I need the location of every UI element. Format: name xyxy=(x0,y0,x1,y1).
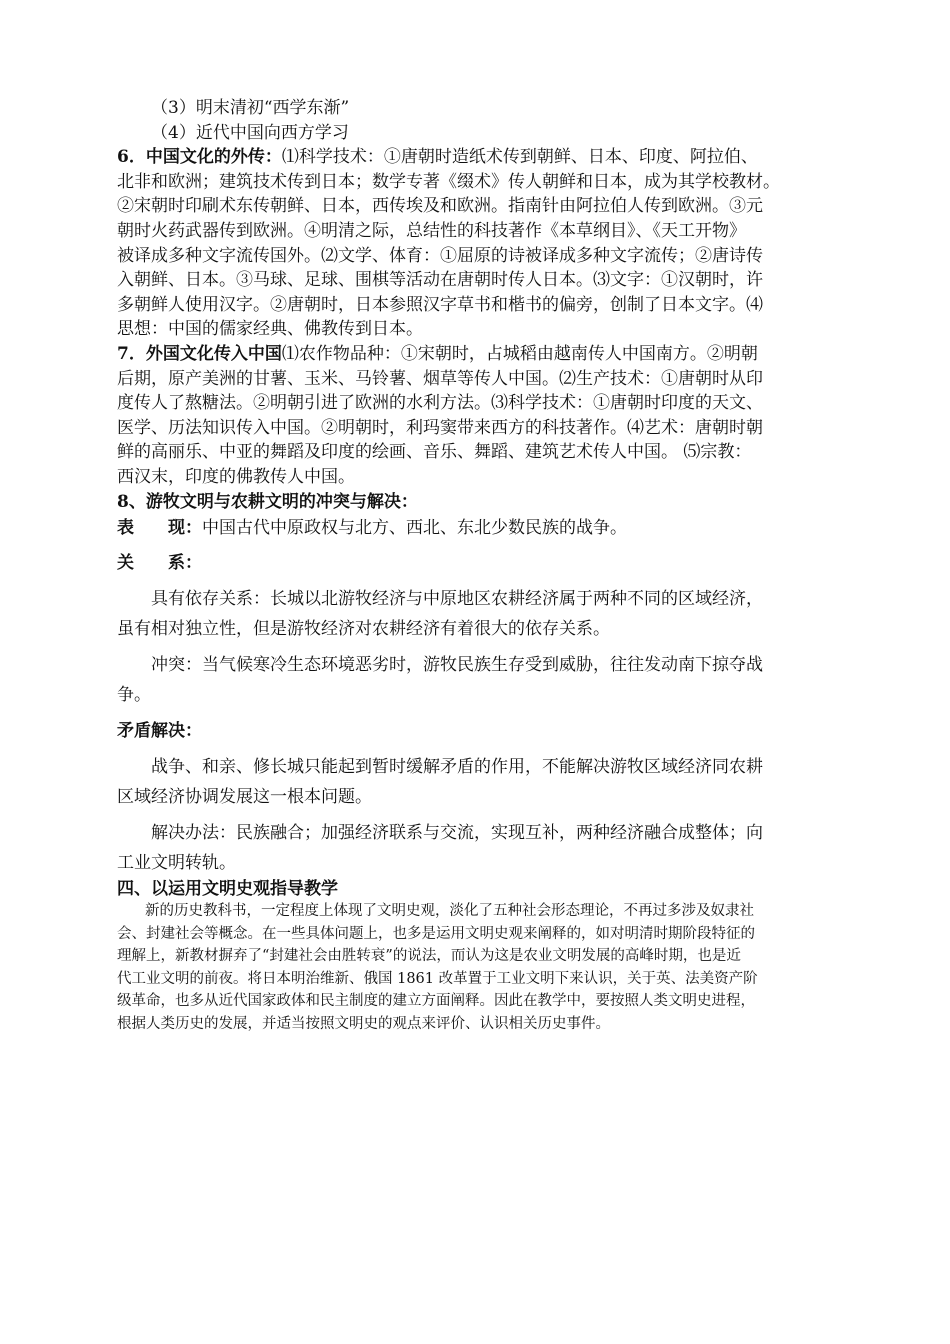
section-7-line xyxy=(117,342,837,367)
paragraph-line: 具有依存关系：长城以北游牧经济与中原地区农耕经济属于两种不同的区域经济， xyxy=(151,589,763,610)
section-6-text: ⑴科学技术：①唐朝时造纸术传到朝鲜、日本、印度、阿拉伯、 xyxy=(281,147,758,168)
paragraph-line: 解决办法：民族融合；加强经济联系与交流，实现互补，两种经济融合成整体；向 xyxy=(151,823,763,844)
section-7-line: 后期，原产美洲的甘薯、玉米、马铃薯、烟草等传人中国。⑵生产技术：①唐朝时从印 xyxy=(117,368,763,389)
section-4-heading: 四、以运用文明史观指导教学 xyxy=(117,879,338,900)
document-page xyxy=(117,96,837,1035)
section-6-line xyxy=(117,145,837,170)
biao-xian-text: 中国古代中原政权与北方、西北、东北少数民族的战争。 xyxy=(202,518,627,539)
biao-xian-label: 表 现： xyxy=(117,518,202,539)
guan-xi-label: 关 系： xyxy=(117,553,202,574)
section-7-line: 度传人了熬糖法。②明朝引进了欧洲的水利方法。⑶科学技术：①唐朝时印度的天文、 xyxy=(117,393,763,414)
biao-xian-line xyxy=(117,514,837,542)
section-7-line: 西汉末，印度的佛教传人中国。 xyxy=(117,466,355,487)
list-item: （4）近代中国向西方学习 xyxy=(151,122,349,143)
paragraph-line: 代工业文明的前夜。将日本明治维新、俄国 1861 改革置于工业文明下来认识，关于英、法美资产阶 xyxy=(117,970,758,987)
section-8-heading: 8、游牧文明与农耕文明的冲突与解决： xyxy=(117,491,418,512)
mao-dun-label: 矛盾解决： xyxy=(117,721,202,742)
paragraph-line: 会、封建社会等概念。在一些具体问题上，也多是运用文明史观来阐释的，如对明清时期阶段特征的 xyxy=(117,925,755,942)
section-6-line: 被译成多种文字流传国外。⑵文学、体育：①屈原的诗被译成多种文字流传；②唐诗传 xyxy=(117,245,763,266)
section-6-line: 多朝鲜人使用汉字。②唐朝时，日本参照汉字草书和楷书的偏旁，创制了日本文字。⑷ xyxy=(117,294,763,315)
section-7-text: ⑴农作物品种：①宋朝时，占城稻由越南传人中国南方。②明朝 xyxy=(281,343,758,364)
section-7-line: 医学、历法知识传入中国。②明朝时，利玛窦带来西方的科技著作。⑷艺术：唐朝时朝 xyxy=(117,417,763,438)
paragraph-line: 新的历史教科书，一定程度上体现了文明史观，淡化了五种社会形态理论，不再过多涉及奴隶社 xyxy=(145,903,754,920)
section-6-heading: 6．中国文化的外传： xyxy=(117,147,282,168)
section-6-line: 思想：中国的儒家经典、佛教传到日本。 xyxy=(117,319,423,340)
paragraph-line: 争。 xyxy=(117,685,151,706)
section-6-line: 入朝鲜、日本。③马球、足球、围棋等活动在唐朝时传人日本。⑶文字：①汉朝时，许 xyxy=(117,270,763,291)
section-6-line: 朝时火药武器传到欧洲。④明清之际，总结性的科技著作《本草纲目》、《天工开物》 xyxy=(117,220,746,241)
paragraph-line: 理解上，新教材摒弃了“封建社会由胜转衰”的说法，而认为这是农业文明发展的高峰时期，也是近 xyxy=(117,948,741,965)
paragraph-line: 战争、和亲、修长城只能起到暂时缓解矛盾的作用，不能解决游牧区域经济同农耕 xyxy=(151,757,763,778)
paragraph-line: 区域经济协调发展这一根本问题。 xyxy=(117,787,372,808)
section-7-line: 鲜的高丽乐、中亚的舞蹈及印度的绘画、音乐、舞蹈、建筑艺术传人中国。 ⑸宗教： xyxy=(117,442,752,463)
paragraph-line: 工业文明转轨。 xyxy=(117,853,236,874)
paragraph-line: 级革命，也多从近代国家政体和民主制度的建立方面阐释。因此在教学中，要按照人类文明史进程， xyxy=(117,993,755,1010)
paragraph-line: 虽有相对独立性，但是游牧经济对农耕经济有着很大的依存关系。 xyxy=(117,619,610,640)
section-6-line: 北非和欧洲；建筑技术传到日本；数学专著《缀术》传人朝鲜和日本，成为其学校教材。 xyxy=(117,171,780,192)
paragraph-line: 根据人类历史的发展，并适当按照文明史的观点来评价、认识相关历史事件。 xyxy=(117,1015,610,1032)
list-item: （3）明末清初“西学东渐” xyxy=(151,98,350,118)
paragraph-line: 冲突：当气候寒冷生态环境恶劣时，游牧民族生存受到威胁，往往发动南下掠夺战 xyxy=(151,655,763,676)
section-6-line: ②宋朝时印刷术东传朝鲜、日本，西传埃及和欧洲。指南针由阿拉伯人传到欧洲。③元 xyxy=(117,196,763,217)
section-7-heading: 7．外国文化传入中国 xyxy=(117,343,282,364)
